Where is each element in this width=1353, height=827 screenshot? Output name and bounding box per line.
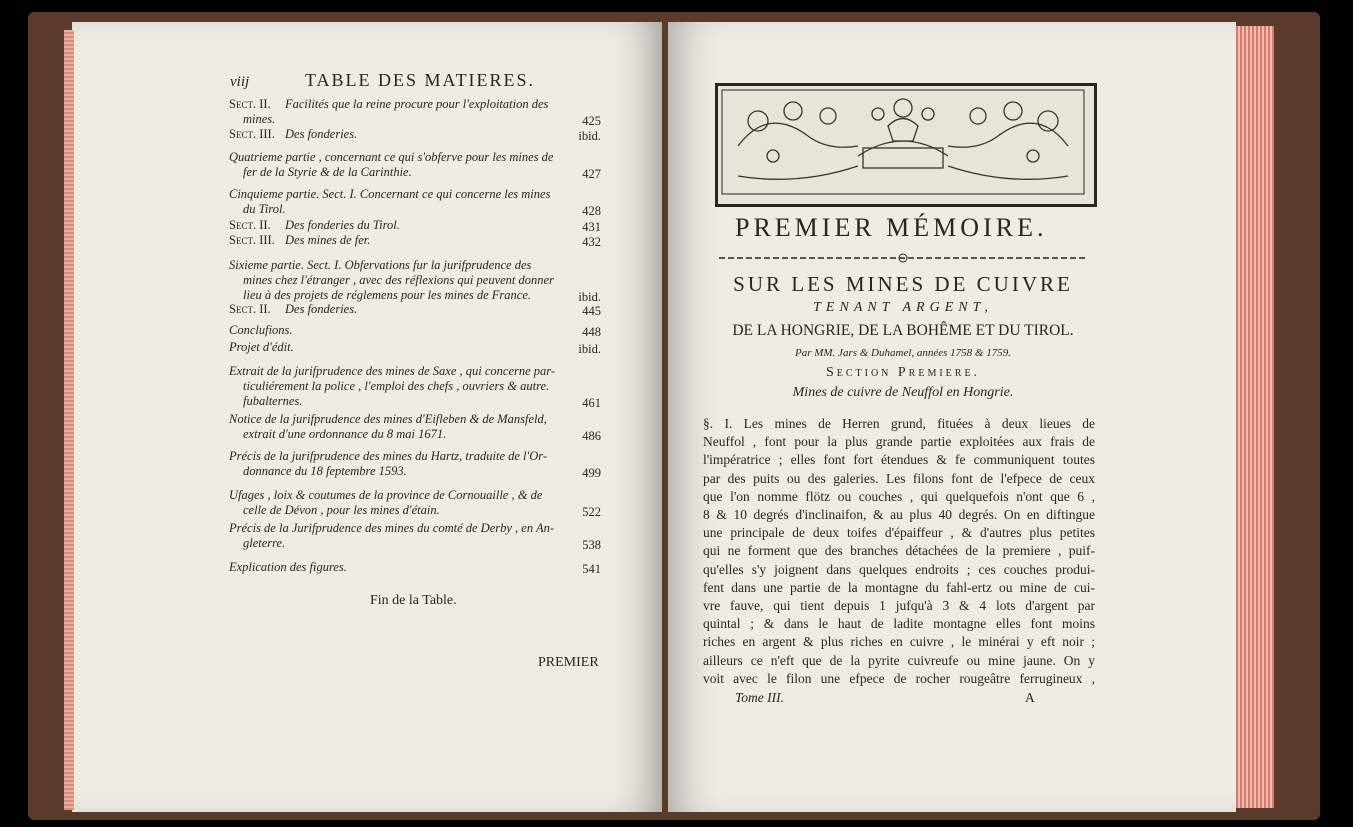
body-line: quintal ; & dans le haut de ladite montagne elles font moins: [703, 616, 1095, 632]
toc-entry: [229, 302, 609, 317]
page-header: TABLE DES MATIERES.: [305, 70, 536, 90]
body-line: par des puits ou des galeries. Les filons font de l'efpece de ceux: [703, 470, 1095, 486]
toc-page-number: 541: [582, 562, 601, 576]
toc-entry-line: lieu à des projets de réglemens pour les mines de France.: [243, 288, 532, 302]
toc-entry: [229, 488, 609, 518]
toc-section-label: Sect. III.: [229, 233, 275, 247]
toc-entry: [229, 412, 609, 442]
toc-entry: [229, 233, 609, 248]
toc-section-label: Sect. III.: [229, 127, 275, 141]
toc-entry: [229, 187, 609, 217]
toc-entry: [229, 449, 609, 479]
catchword: PREMIER: [538, 655, 599, 670]
body-line: qui ne forment que des branches détachées de la premiere , puif-: [703, 543, 1095, 559]
toc-entry-line: Des fonderies.: [285, 302, 358, 316]
body-text: [703, 415, 1095, 688]
ornamental-rule-icon: [719, 253, 1087, 263]
body-line: fent dans une partie de la montagne du fahl-ertz ou mine de cui-: [703, 579, 1095, 595]
memoire-title: PREMIER MÉMOIRE.: [735, 213, 1048, 242]
toc-page-number: 445: [582, 304, 601, 318]
toc-page-number: 538: [582, 538, 601, 552]
toc-entry-line: Projet d'édit.: [229, 340, 294, 354]
toc-page-number: 522: [582, 505, 601, 519]
toc-entry-line: du Tirol.: [243, 202, 286, 216]
toc-entry: [229, 97, 609, 127]
toc-entry-line: Extrait de la jurifprudence des mines de Saxe , qui concerne par-: [229, 364, 556, 378]
toc-entry-line: extrait d'une ordonnance du 8 mai 1671.: [243, 427, 447, 441]
toc-entry-line: Cinquieme partie. Sect. I. Concernant ce qui concerne les mines: [229, 187, 551, 201]
authors-line: Par MM. Jars & Duhamel, années 1758 & 1759.: [794, 347, 1011, 359]
toc-section-label: Sect. II.: [229, 218, 271, 232]
body-line: 8 & 10 degrés d'inclinaifon, & au plus 40 degrés. On en diftingue: [703, 507, 1095, 523]
toc-page-number: 427: [582, 167, 601, 181]
footer-tome: Tome III.: [735, 690, 784, 705]
toc-entry: [229, 218, 609, 233]
toc-entry-line: Des fonderies du Tirol.: [285, 218, 400, 232]
toc-entry-line: Notice de la jurifprudence des mines d'Eifleben & de Mansfeld,: [229, 412, 547, 426]
toc-entry-line: mines.: [243, 112, 276, 126]
toc-entry-line: donnance du 18 feptembre 1593.: [243, 464, 407, 478]
toc-entry-line: Précis de la jurifprudence des mines du Hartz, traduite de l'Or-: [229, 449, 548, 463]
ornament-headpiece: [715, 83, 1097, 207]
toc-page-number: 486: [582, 429, 601, 443]
toc-page-number: 425: [582, 114, 601, 128]
toc-entry: [229, 127, 609, 142]
toc-entry-line: Conclufions.: [229, 323, 293, 337]
toc-entry-line: Des mines de fer.: [285, 233, 371, 247]
toc-entry-line: Précis de la Jurifprudence des mines du comté de Derby , en An-: [229, 521, 555, 535]
toc-entry-line: fer de la Styrie & de la Carinthie.: [243, 165, 412, 179]
toc-page-number: ibid.: [578, 342, 601, 356]
body-line: ailleurs ce n'eft que de la pyrite cuivreufe ou mine jaune. On y: [703, 652, 1095, 668]
regions-line: DE LA HONGRIE, DE LA BOHÊME ET DU TIROL.: [732, 322, 1074, 339]
toc-section-label: Sect. II.: [229, 97, 271, 111]
tenant-argent: TENANT ARGENT,: [813, 300, 993, 315]
fin-de-la-table: Fin de la Table.: [370, 593, 457, 608]
body-line: §. I. Les mines de Herren grund, fituées à deux lieues de: [703, 416, 1095, 431]
toc-entry: [229, 323, 609, 338]
toc-entry-line: mines chez l'étranger , avec des réflexions qui peuvent donner: [243, 273, 554, 287]
body-line: une principale de deux toifes d'épaiffeur , & d'autres plus petites: [703, 525, 1095, 541]
toc-page-number: ibid.: [578, 290, 601, 304]
toc-page-number: 448: [582, 325, 601, 339]
toc-page-number: 461: [582, 396, 601, 410]
toc-entry-line: celle de Dévon , pour les mines d'étain.: [243, 503, 440, 517]
toc-entry: [229, 521, 609, 551]
section-heading: Section Premiere.: [825, 365, 981, 380]
page-edges: [1236, 26, 1274, 808]
toc-page-number: 431: [582, 220, 601, 234]
toc-entry: [229, 340, 609, 355]
body-line: riches en argent & plus riches en cuivre , le minérai y eft noir ;: [703, 634, 1095, 650]
toc-page-number: 499: [582, 466, 601, 480]
toc-entry-line: Des fonderies.: [285, 127, 358, 141]
subtitle: SUR LES MINES DE CUIVRE: [733, 272, 1073, 296]
toc-entry-line: Quatrieme partie , concernant ce qui s'obferve pour les mines de: [229, 150, 554, 164]
body-line: l'impératrice ; elles font fort étendues & fe communiquent toutes: [703, 452, 1095, 468]
footer-signature: A: [1025, 690, 1035, 705]
body-line: Neuffol , font pour la plus grande partie exploitées aux frais de: [703, 434, 1095, 450]
section-title: Mines de cuivre de Neuffol en Hongrie.: [792, 385, 1014, 400]
toc-entry-line: ticuliérement la police , l'emploi des chefs , ouvriers & autre.: [243, 379, 550, 393]
body-line: que l'on nomme flötz ou couches , qui quelquefois n'ont que 6 ,: [703, 488, 1095, 504]
toc-entry-line: Facilités que la reine procure pour l'exploitation des: [285, 97, 549, 111]
toc-entry: [229, 364, 609, 409]
toc-entry-line: Ufages , loix & coutumes de la province de Cornouaille , & de: [229, 488, 543, 502]
body-line: qu'elles s'y joignent dans quelques endroits ; ces couches produi-: [703, 561, 1095, 577]
page-number: viij: [230, 74, 250, 90]
toc-page-number: ibid.: [578, 129, 601, 143]
toc-entry: [229, 560, 609, 575]
toc-entry-line: fubalternes.: [243, 394, 303, 408]
toc-entry-line: Explication des figures.: [229, 560, 347, 574]
toc-entry: [229, 150, 609, 180]
toc-page-number: 428: [582, 204, 601, 218]
body-line: vre fauve, qui tient depuis 1 jufqu'à 3 & 4 lots d'argent par: [703, 598, 1095, 614]
toc-section-label: Sect. II.: [229, 302, 271, 316]
toc-entry: [229, 258, 609, 303]
body-line: voit avec le filon une efpece de rocher rougeâtre ferrugineux ,: [703, 670, 1095, 686]
toc-entry-line: gleterre.: [243, 536, 286, 550]
floral-ornament-icon: [718, 86, 1088, 198]
toc-page-number: 432: [582, 235, 601, 249]
toc-entry-line: Sixieme partie. Sect. I. Obfervations fur la jurifprudence des: [229, 258, 532, 272]
